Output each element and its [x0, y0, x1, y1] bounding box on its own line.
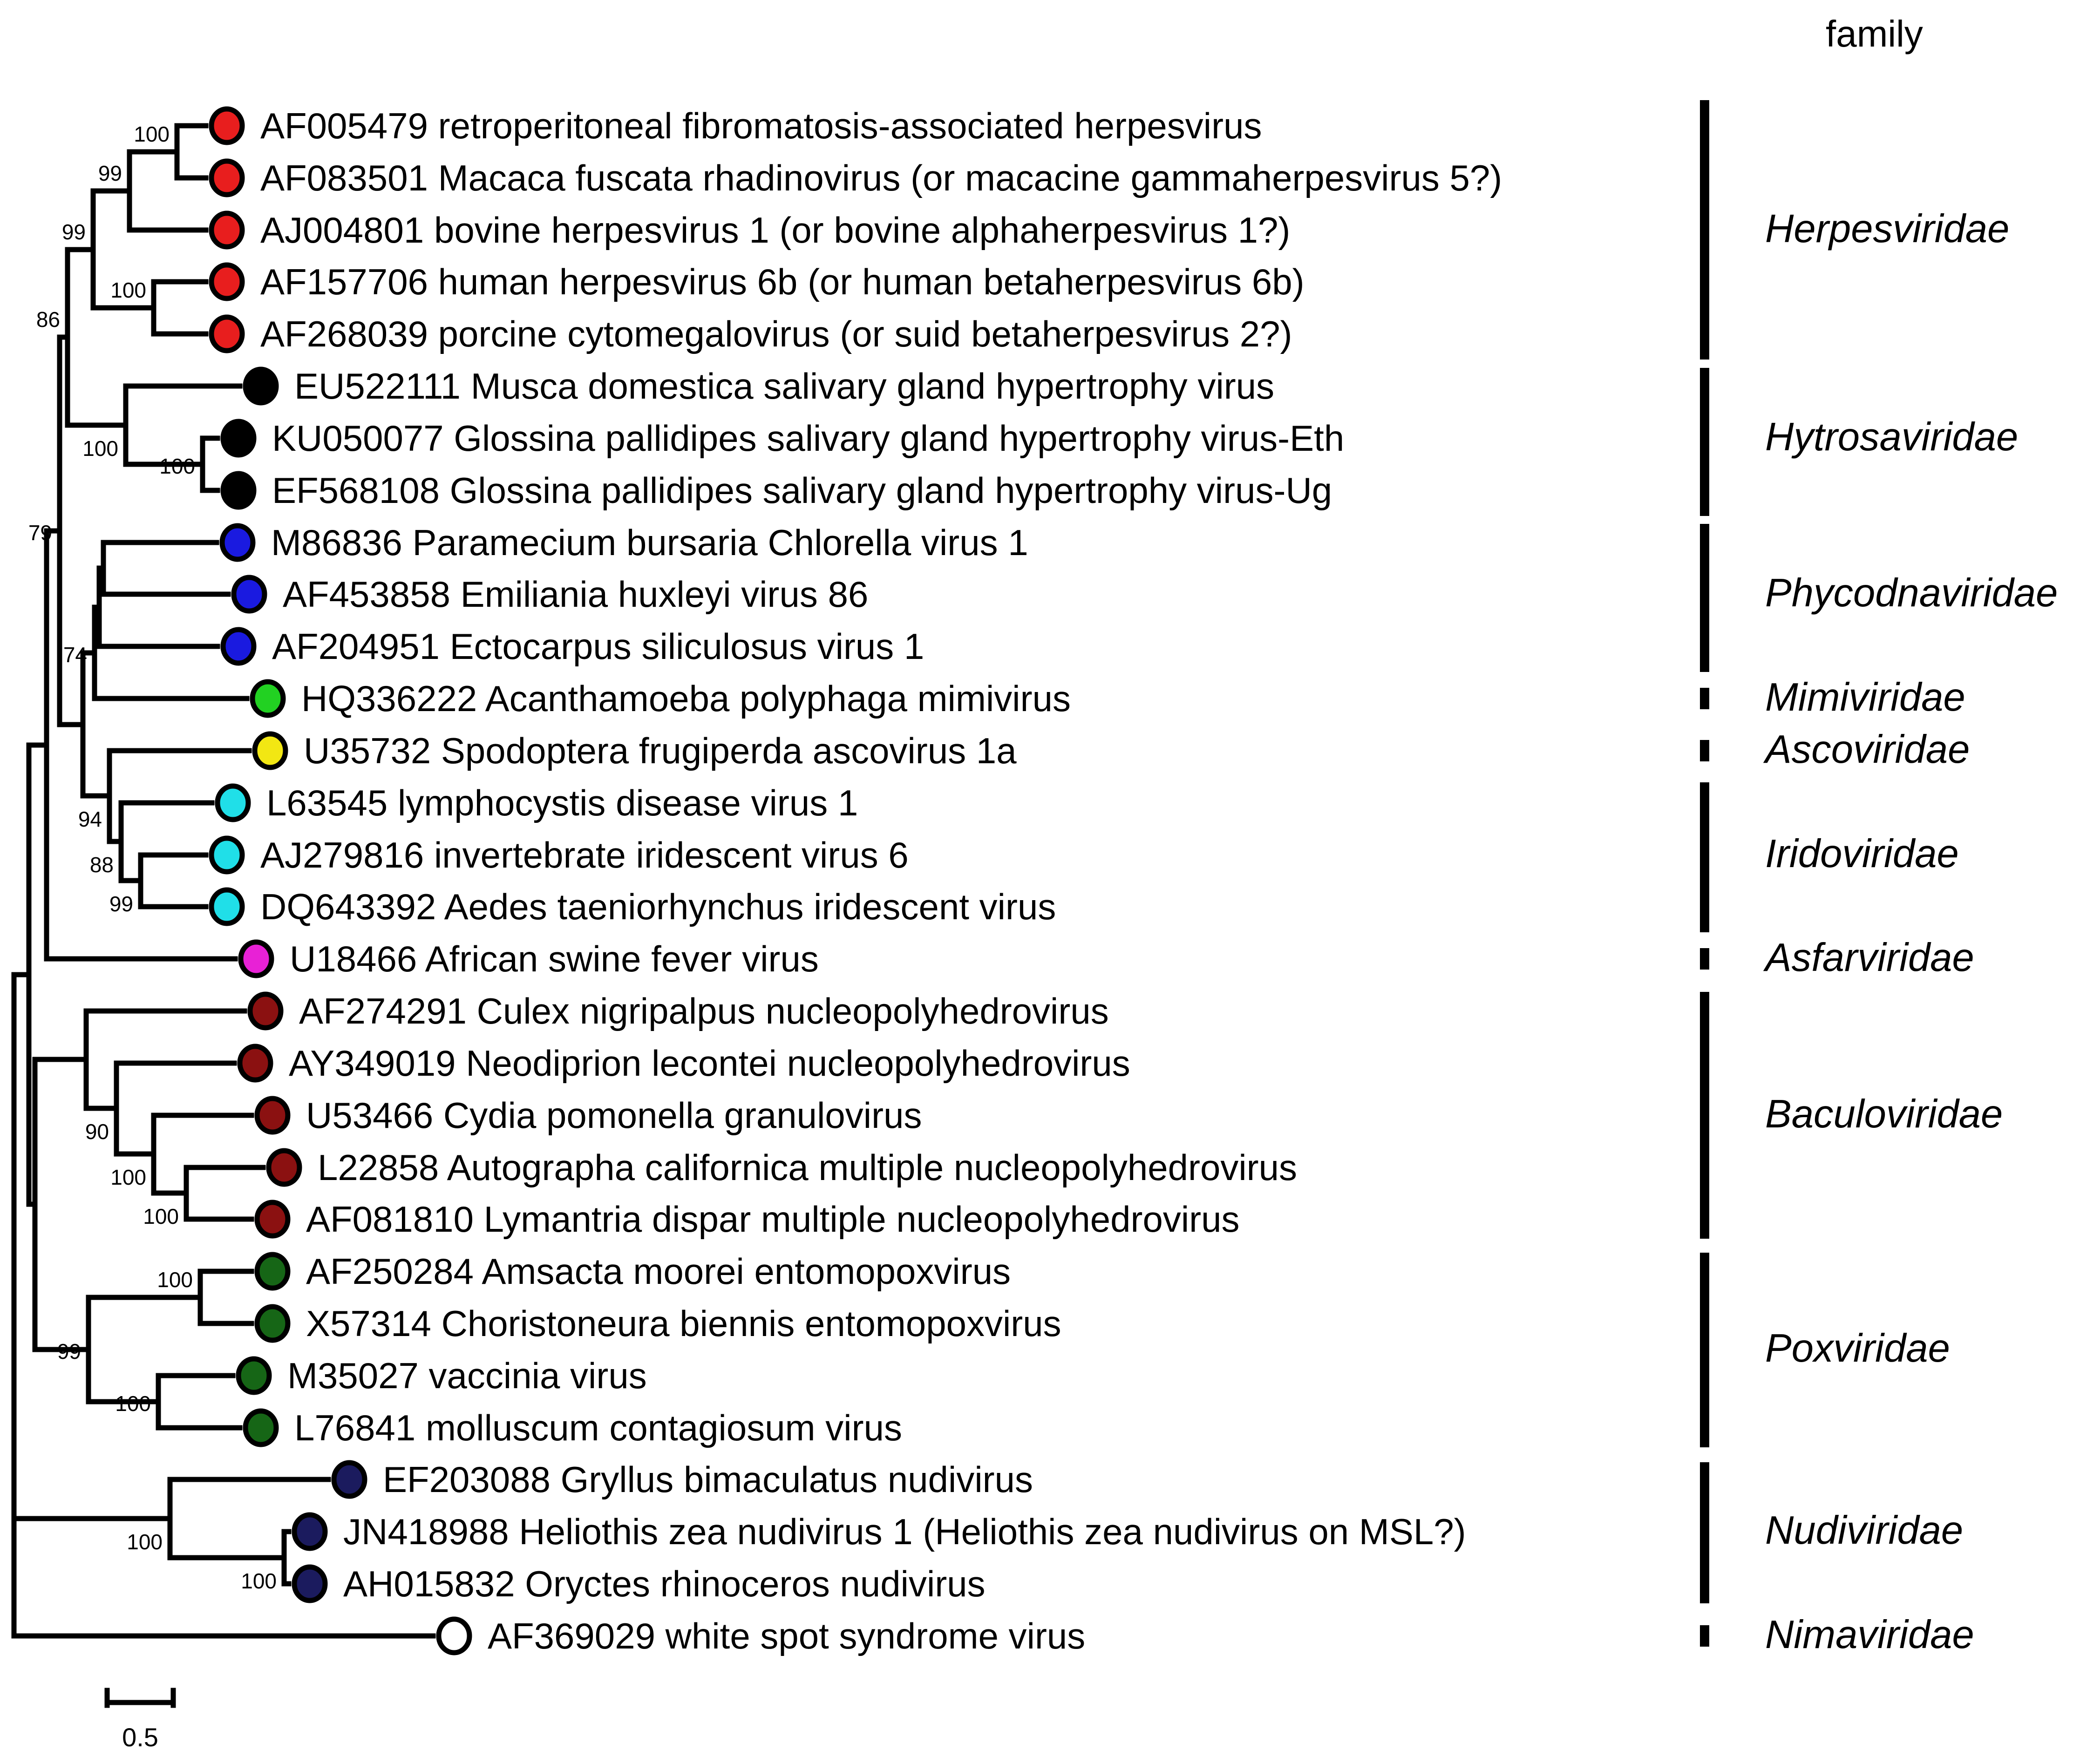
bootstrap-value: 100 — [127, 1530, 163, 1554]
taxon-marker-icon — [211, 890, 242, 923]
taxon-marker-icon — [211, 265, 242, 298]
family-name-label: Poxviridae — [1765, 1326, 1950, 1370]
taxon-label: AF081810 Lymantria dispar multiple nucleopolyhedrovirus — [306, 1199, 1240, 1240]
taxon-marker-icon — [234, 577, 265, 611]
taxon-marker-icon — [250, 994, 281, 1028]
bootstrap-value: 94 — [78, 807, 102, 831]
taxon-marker-icon — [211, 161, 242, 195]
taxon-marker-icon — [294, 1567, 325, 1601]
bootstrap-value: 88 — [89, 853, 114, 877]
family-name-label: Baculoviridae — [1765, 1092, 2003, 1136]
family-bar — [1700, 948, 1709, 970]
scale-bar-label: 0.5 — [122, 1723, 158, 1752]
bootstrap-value: 99 — [61, 220, 86, 244]
taxon-marker-icon — [269, 1151, 299, 1184]
bootstrap-value: 90 — [85, 1119, 109, 1144]
taxon-marker-icon — [223, 421, 254, 455]
family-name-label: Nudiviridae — [1765, 1508, 1964, 1553]
family-name-label: Asfarviridae — [1765, 936, 1974, 980]
bootstrap-value: 100 — [241, 1569, 277, 1593]
taxon-label: AJ004801 bovine herpesvirus 1 (or bovine alphaherpesvirus 1?) — [260, 210, 1291, 251]
taxon-marker-icon — [294, 1515, 325, 1548]
bootstrap-value: 100 — [143, 1204, 179, 1228]
taxon-marker-icon — [241, 942, 272, 976]
taxon-marker-icon — [223, 630, 254, 663]
family-bar — [1700, 368, 1709, 516]
taxon-marker-icon — [255, 734, 285, 767]
family-name-label: Iridoviridae — [1765, 832, 1959, 876]
taxon-label: EF568108 Glossina pallidipes salivary gland hypertrophy virus-Ug — [272, 470, 1332, 511]
family-bar — [1700, 688, 1709, 709]
taxon-label: L63545 lymphocystis disease virus 1 — [266, 782, 858, 823]
taxon-label: U18466 African swine fever virus — [290, 938, 819, 979]
taxon-marker-icon — [257, 1202, 288, 1236]
taxon-marker-icon — [223, 474, 254, 507]
bootstrap-value: 100 — [157, 1268, 193, 1292]
taxon-label: HQ336222 Acanthamoeba polyphaga mimivirus — [301, 678, 1071, 719]
family-bar — [1700, 524, 1709, 672]
taxon-marker-icon — [245, 1411, 276, 1445]
taxon-label: AF369029 white spot syndrome virus — [488, 1615, 1086, 1656]
bootstrap-value: 86 — [36, 307, 60, 332]
family-bar — [1700, 992, 1709, 1239]
taxon-label: AF453858 Emiliania huxleyi virus 86 — [283, 574, 869, 615]
family-bar — [1700, 1253, 1709, 1447]
family-bar — [1700, 740, 1709, 761]
bootstrap-value: 99 — [109, 892, 133, 916]
taxon-label: AF250284 Amsacta moorei entomopoxvirus — [306, 1251, 1011, 1292]
bootstrap-value: 79 — [28, 521, 52, 545]
taxon-marker-icon — [439, 1619, 469, 1653]
taxon-marker-icon — [245, 369, 276, 403]
bootstrap-value: 100 — [134, 122, 170, 146]
family-bar — [1700, 1625, 1709, 1647]
taxon-marker-icon — [217, 786, 248, 820]
family-name-label: Herpesviridae — [1765, 207, 2010, 251]
family-bar — [1700, 782, 1709, 932]
taxon-label: M35027 vaccinia virus — [287, 1355, 647, 1396]
family-name-label: Mimiviridae — [1765, 675, 1965, 719]
bootstrap-value: 99 — [57, 1339, 81, 1364]
taxon-label: AH015832 Oryctes rhinoceros nudivirus — [343, 1563, 985, 1604]
taxon-label: M86836 Paramecium bursaria Chlorella virus 1 — [271, 522, 1028, 563]
taxon-label: AJ279816 invertebrate iridescent virus 6 — [260, 834, 909, 875]
taxon-label: DQ643392 Aedes taeniorhynchus iridescent virus — [260, 886, 1056, 927]
taxon-marker-icon — [257, 1099, 288, 1132]
taxon-marker-icon — [211, 109, 242, 142]
taxon-marker-icon — [238, 1359, 269, 1392]
family-name-label: Ascoviridae — [1765, 727, 1970, 772]
family-column-title: family — [1826, 13, 1923, 54]
taxon-label: AF157706 human herpesvirus 6b (or human betaherpesvirus 6b) — [260, 261, 1305, 302]
taxon-label: AY349019 Neodiprion lecontei nucleopolyhedrovirus — [289, 1043, 1130, 1084]
taxon-label: X57314 Choristoneura biennis entomopoxvirus — [306, 1303, 1061, 1344]
bootstrap-value: 100 — [115, 1391, 151, 1416]
taxon-label: AF204951 Ectocarpus siliculosus virus 1 — [272, 626, 924, 667]
taxon-marker-icon — [240, 1046, 271, 1080]
taxon-label: U35732 Spodoptera frugiperda ascovirus 1a — [304, 730, 1017, 771]
taxon-label: EU522111 Musca domestica salivary gland hypertrophy virus — [294, 366, 1275, 407]
family-name-label: Nimaviridae — [1765, 1613, 1974, 1657]
bootstrap-value: 100 — [110, 278, 146, 302]
bootstrap-value: 100 — [110, 1165, 146, 1189]
family-bar — [1700, 100, 1709, 360]
taxon-marker-icon — [252, 682, 283, 715]
taxon-label: L76841 molluscum contagiosum virus — [294, 1407, 902, 1448]
taxon-marker-icon — [211, 838, 242, 872]
taxon-marker-icon — [211, 213, 242, 247]
bootstrap-value: 100 — [82, 436, 118, 461]
taxon-label: AF268039 porcine cytomegalovirus (or suid betaherpesvirus 2?) — [260, 313, 1292, 354]
taxon-label: AF005479 retroperitoneal fibromatosis-associated herpesvirus — [260, 105, 1262, 146]
bootstrap-value: 99 — [98, 161, 122, 185]
taxon-label: EF203088 Gryllus bimaculatus nudivirus — [383, 1459, 1033, 1500]
family-name-label: Phycodnaviridae — [1765, 571, 2058, 615]
taxon-marker-icon — [222, 526, 253, 559]
taxon-marker-icon — [257, 1255, 288, 1288]
taxon-marker-icon — [334, 1463, 365, 1496]
taxon-marker-icon — [211, 317, 242, 351]
taxon-label: AF274291 Culex nigripalpus nucleopolyhedrovirus — [299, 990, 1109, 1031]
taxon-label: L22858 Autographa californica multiple nucleopolyhedrovirus — [318, 1147, 1298, 1188]
bootstrap-value: 100 — [159, 454, 195, 478]
taxon-label: KU050077 Glossina pallidipes salivary gland hypertrophy virus-Eth — [272, 418, 1345, 459]
taxon-marker-icon — [257, 1307, 288, 1340]
bootstrap-value: 74 — [63, 643, 87, 667]
family-bar — [1700, 1462, 1709, 1603]
taxon-label: JN418988 Heliothis zea nudivirus 1 (Heliothis zea nudivirus on MSL?) — [343, 1511, 1466, 1552]
taxon-label: AF083501 Macaca fuscata rhadinovirus (or macacine gammaherpesvirus 5?) — [260, 157, 1502, 198]
family-name-label: Hytrosaviridae — [1765, 415, 2018, 459]
taxon-label: U53466 Cydia pomonella granulovirus — [306, 1095, 922, 1136]
